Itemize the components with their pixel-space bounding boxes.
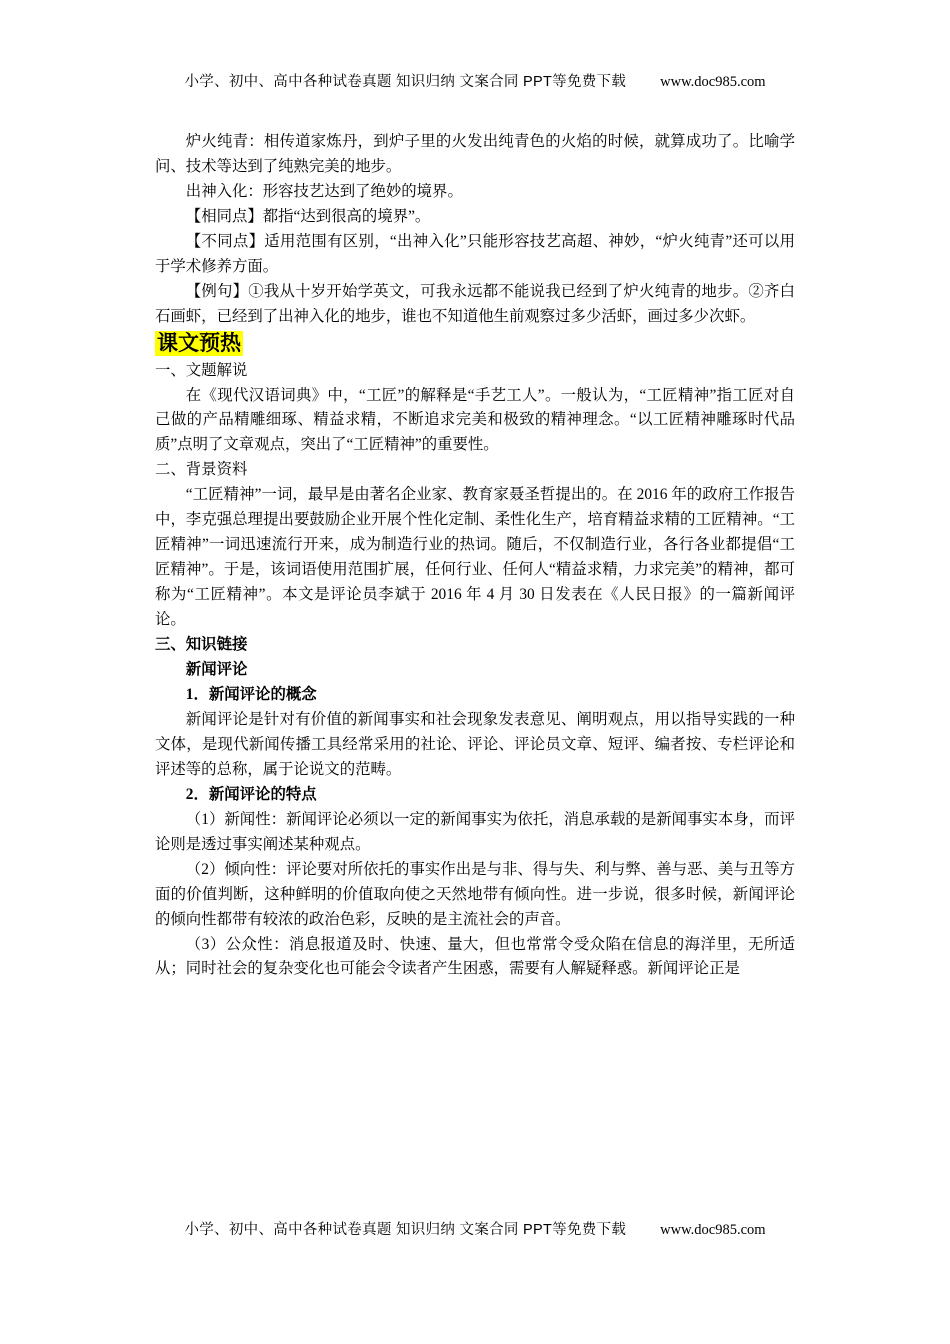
header-site-url: www.doc985.com — [660, 74, 766, 90]
document-body — [155, 130, 795, 982]
paragraph-feature-newsworthiness: （1）新闻性：新闻评论必须以一定的新闻事实为依托，消息承载的是新闻事实本身，而评论则是透过事实阐述某种观点。 — [155, 810, 795, 853]
heading-news-commentary: 新闻评论 — [185, 661, 248, 679]
paragraph-feature-tendency: （2）倾向性：评论要对所依托的事实作出是与非、得与失、利与弊、善与恶、美与丑等方面的价值判断，这种鲜明的价值取向使之天然地带有倾向性。进一步说，很多时候，新闻评论的倾向性都带有较浓的政治色彩，反映的是主流社会的声音。 — [155, 860, 795, 928]
footer-note-text: 小学、初中、高中各种试卷真题 知识归纳 文案合同 PPT等免费下载 — [184, 1222, 627, 1238]
heading-topic-explanation: 一、文题解说 — [155, 361, 248, 379]
footer-site-url: www.doc985.com — [660, 1222, 766, 1238]
heading-concept: 1．新闻评论的概念 — [185, 685, 317, 703]
header-note-text: 小学、初中、高中各种试卷真题 知识归纳 文案合同 PPT等免费下载 — [184, 74, 627, 90]
paragraph-examples: 【例句】①我从十岁开始学英文，可我永远都不能说我已经到了炉火纯青的地步。②齐白石画虾，已经到了出神入化的地步，谁也不知道他生前观察过多少活虾，画过多少次虾。 — [155, 282, 795, 325]
paragraph-topic-explanation: 在《现代汉语词典》中，“工匠”的解释是“手艺工人”。一般认为，“工匠精神”指工匠对自己做的产品精雕细琢、精益求精，不断追求完美和极致的精神理念。“以工匠精神雕琢时代品质”点明了文章观点，突出了“工匠精神”的重要性。 — [155, 386, 795, 454]
heading-background: 二、背景资料 — [155, 461, 248, 479]
heading-knowledge-link: 三、知识链接 — [155, 636, 248, 654]
paragraph-feature-publicness: （3）公众性：消息报道及时、快速、量大，但也常常令受众陷在信息的海洋里，无所适从；同时社会的复杂变化也可能会令读者产生困惑，需要有人解疑释惑。新闻评论正是 — [155, 935, 795, 978]
paragraph-concept: 新闻评论是针对有价值的新闻事实和社会现象发表意见、阐明观点，用以指导实践的一种文体，是现代新闻传播工具经常采用的社论、评论、评论员文章、短评、编者按、专栏评论和评述等的总称，属于论说文的范畴。 — [155, 710, 795, 778]
section-heading-preheat-text: 课文预热 — [157, 331, 241, 355]
paragraph-difference-point: 【不同点】适用范围有区别，“出神入化”只能形容技艺高超、神妙，“炉火纯青”还可以用于学术修养方面。 — [155, 232, 795, 275]
paragraph-same-point: 【相同点】都指“达到很高的境界”。 — [185, 207, 431, 225]
section-heading-preheat — [155, 330, 795, 359]
paragraph-background: “工匠精神”一词，最早是由著名企业家、教育家聂圣哲提出的。在 2016 年的政府工作报告中，李克强总理提出要鼓励企业开展个性化定制、柔性化生产，培育精益求精的工匠精神。“工匠精神”一词迅速流行开来，成为制造行业的热词。随后，不仅制造行业，各行各业都提倡“工匠精神”。于是，该词语使用范围扩展，任何行业、任何人“精益求精，力求完美”的精神，都可称为“工匠精神”。本文是评论员李斌于 2016 年 4 月 30 日发表在《人民日报》的一篇新闻评论。 — [155, 486, 795, 629]
page-footer-watermark — [0, 1218, 950, 1239]
paragraph-luhuochunqing: 炉火纯青：相传道家炼丹，到炉子里的火发出纯青色的火焰的时候，就算成功了。比喻学问、技术等达到了纯熟完美的地步。 — [155, 133, 795, 175]
paragraph-chushenruhua: 出神入化：形容技艺达到了绝妙的境界。 — [185, 182, 463, 200]
heading-features: 2．新闻评论的特点 — [185, 785, 317, 803]
page-header-watermark — [0, 70, 950, 91]
